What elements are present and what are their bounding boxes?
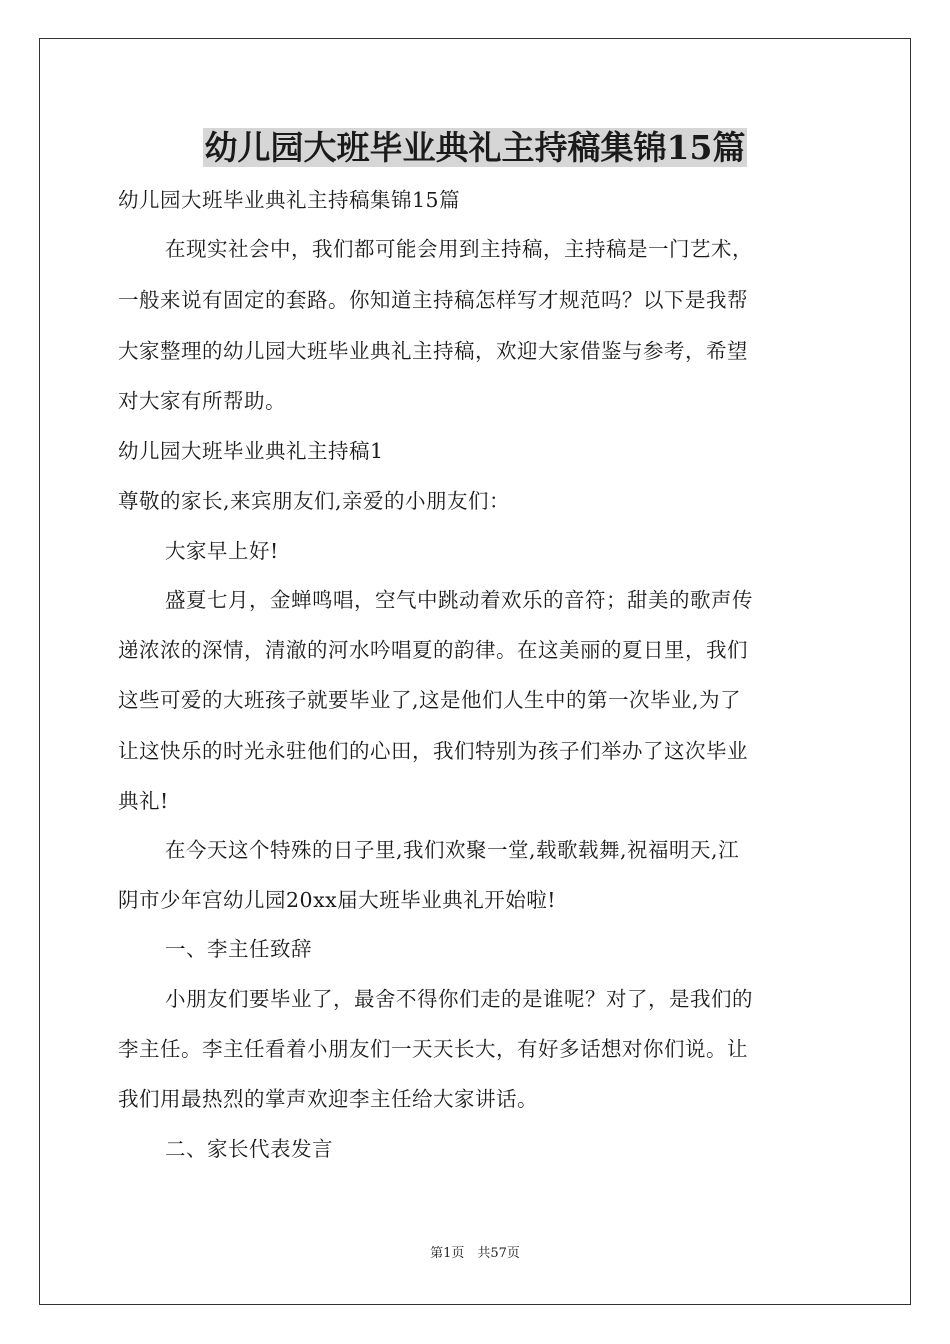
salutation-line: 尊敬的家长,来宾朋友们,亲爱的小朋友们： (118, 489, 511, 513)
intro-line-4: 对大家有所帮助。 (118, 389, 286, 413)
para-3-line-1: 小朋友们要毕业了，最舍不得你们走的是谁呢？对了，是我们的 (165, 987, 753, 1011)
page-border (39, 38, 911, 1305)
greeting-line: 大家早上好! (165, 539, 279, 563)
para-2-line-1: 在今天这个特殊的日子里,我们欢聚一堂,载歌载舞,祝福明天,江 (165, 838, 740, 862)
document-title: 幼儿园大班毕业典礼主持稿集锦15篇 (204, 128, 746, 167)
para-3-line-3: 我们用最热烈的掌声欢迎李主任给大家讲话。 (118, 1087, 538, 1111)
section-heading-1: 幼儿园大班毕业典礼主持稿1 (118, 439, 384, 463)
intro-line-1: 在现实社会中，我们都可能会用到主持稿，主持稿是一门艺术， (165, 237, 753, 261)
agenda-item-1: 一、李主任致辞 (165, 937, 312, 961)
para-1-line-5: 典礼! (118, 789, 169, 813)
para-1-line-2: 递浓浓的深情，清澈的河水吟唱夏的韵律。在这美丽的夏日里，我们 (118, 638, 748, 662)
intro-line-2: 一般来说有固定的套路。你知道主持稿怎样写才规范吗？以下是我帮 (118, 288, 748, 312)
para-1-line-1: 盛夏七月，金蝉鸣唱，空气中跳动着欢乐的音符；甜美的歌声传 (165, 588, 753, 612)
subtitle-line: 幼儿园大班毕业典礼主持稿集锦15篇 (118, 188, 461, 212)
page-number-footer: 第1页 共57页 (430, 1246, 520, 1261)
para-3-line-2: 李主任。李主任看着小朋友们一天天长大，有好多话想对你们说。让 (118, 1037, 748, 1061)
para-1-line-3: 这些可爱的大班孩子就要毕业了,这是他们人生中的第一次毕业,为了 (118, 688, 742, 712)
para-1-line-4: 让这快乐的时光永驻他们的心田，我们特别为孩子们举办了这次毕业 (118, 739, 748, 763)
para-2-line-2: 阴市少年宫幼儿园20xx届大班毕业典礼开始啦! (118, 888, 556, 912)
agenda-item-2: 二、家长代表发言 (165, 1137, 333, 1161)
intro-line-3: 大家整理的幼儿园大班毕业典礼主持稿，欢迎大家借鉴与参考，希望 (118, 339, 748, 363)
